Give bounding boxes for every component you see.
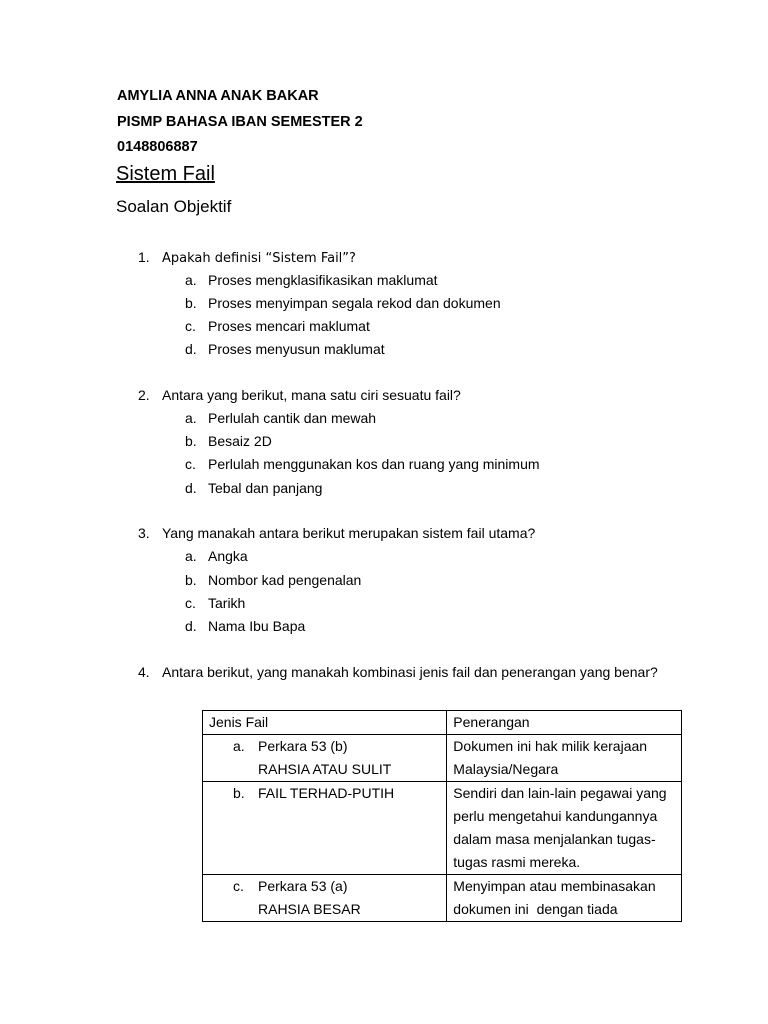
option-letter: b. bbox=[185, 295, 197, 311]
option-text: Proses mencari maklumat bbox=[208, 318, 370, 334]
table-cell-type bbox=[203, 782, 447, 875]
phone-number: 0148806887 bbox=[117, 139, 198, 155]
option-letter: c. bbox=[185, 318, 196, 334]
desc-line: dalam masa menjalankan tugas- bbox=[453, 831, 656, 847]
student-name: AMYLIA ANNA ANAK BAKAR bbox=[117, 88, 319, 104]
desc-line: Dokumen ini hak milik kerajaan bbox=[453, 738, 648, 754]
option-text: Tebal dan panjang bbox=[208, 480, 323, 496]
option-text: Perlulah menggunakan kos dan ruang yang minimum bbox=[208, 456, 540, 472]
type-line bbox=[209, 782, 440, 805]
type-subline: RAHSIA BESAR bbox=[258, 901, 361, 917]
option-3c bbox=[185, 594, 245, 612]
question-number: 1. bbox=[138, 249, 150, 265]
option-letter: a. bbox=[185, 410, 197, 426]
table-cell-desc bbox=[447, 875, 682, 922]
row-letter: c. bbox=[233, 878, 244, 894]
option-3a bbox=[185, 547, 248, 565]
table-cell-desc bbox=[447, 782, 682, 875]
type-name: FAIL TERHAD-PUTIH bbox=[258, 785, 395, 801]
type-subline: RAHSIA ATAU SULIT bbox=[258, 761, 392, 777]
option-text: Proses mengklasifikasikan maklumat bbox=[208, 272, 438, 288]
option-text: Perlulah cantik dan mewah bbox=[208, 410, 377, 426]
option-3d bbox=[185, 617, 305, 635]
row-letter: b. bbox=[233, 785, 245, 801]
option-2b bbox=[185, 432, 272, 450]
option-text: Proses menyusun maklumat bbox=[208, 341, 385, 357]
table-cell-desc bbox=[447, 735, 682, 782]
option-text: Besaiz 2D bbox=[208, 433, 272, 449]
desc-line: Malaysia/Negara bbox=[453, 761, 559, 777]
question-text: Apakah definisi “Sistem Fail”? bbox=[162, 251, 356, 266]
option-1b bbox=[185, 294, 501, 312]
option-text: Nama Ibu Bapa bbox=[208, 618, 306, 634]
type-line bbox=[209, 735, 440, 758]
option-2a bbox=[185, 409, 376, 427]
option-1a bbox=[185, 271, 438, 289]
option-text: Tarikh bbox=[208, 595, 246, 611]
option-text: Nombor kad pengenalan bbox=[208, 572, 362, 588]
desc-line: tugas rasmi mereka. bbox=[453, 854, 581, 870]
question-number: 3. bbox=[138, 525, 150, 541]
desc-line: Menyimpan atau membinasakan bbox=[453, 878, 656, 894]
desc-line: perlu mengetahui kandungannya bbox=[453, 808, 658, 824]
page-subtitle: Soalan Objektif bbox=[116, 197, 232, 216]
option-2c bbox=[185, 455, 540, 473]
table-row bbox=[203, 875, 682, 922]
option-text: Angka bbox=[208, 548, 248, 564]
question-2 bbox=[138, 386, 461, 404]
file-type-table bbox=[202, 710, 682, 922]
option-text: Proses menyimpan segala rekod dan dokumen bbox=[208, 295, 501, 311]
desc-line: Sendiri dan lain-lain pegawai yang bbox=[453, 785, 667, 801]
question-text: Yang manakah antara berikut merupakan sistem fail utama? bbox=[162, 525, 536, 541]
type-line bbox=[209, 875, 440, 898]
table-header-cell: Penerangan bbox=[447, 711, 682, 735]
option-1c bbox=[185, 317, 370, 335]
option-1d bbox=[185, 340, 385, 358]
option-letter: a. bbox=[185, 272, 197, 288]
question-text: Antara yang berikut, mana satu ciri sesuatu fail? bbox=[162, 387, 461, 403]
option-letter: c. bbox=[185, 595, 196, 611]
option-letter: b. bbox=[185, 433, 197, 449]
option-letter: d. bbox=[185, 618, 197, 634]
option-letter: d. bbox=[185, 480, 197, 496]
table-cell-type bbox=[203, 875, 447, 922]
table-row bbox=[203, 735, 682, 782]
question-number: 4. bbox=[138, 664, 150, 680]
desc-line: dokumen ini dengan tiada bbox=[453, 901, 618, 917]
table-header-cell: Jenis Fail bbox=[203, 711, 447, 735]
option-letter: a. bbox=[185, 548, 197, 564]
table-cell-type bbox=[203, 735, 447, 782]
question-text: Antara berikut, yang manakah kombinasi jenis fail dan penerangan yang benar? bbox=[162, 664, 658, 680]
question-4 bbox=[138, 663, 658, 681]
question-number: 2. bbox=[138, 387, 150, 403]
question-3 bbox=[138, 524, 535, 542]
option-2d bbox=[185, 479, 322, 497]
option-letter: d. bbox=[185, 341, 197, 357]
option-letter: b. bbox=[185, 572, 197, 588]
table-header-row bbox=[203, 711, 682, 735]
type-name: Perkara 53 (a) bbox=[258, 878, 348, 894]
table-row bbox=[203, 782, 682, 875]
page-title: Sistem Fail bbox=[116, 163, 215, 185]
type-name: Perkara 53 (b) bbox=[258, 738, 348, 754]
option-letter: c. bbox=[185, 456, 196, 472]
program-label: PISMP BAHASA IBAN SEMESTER 2 bbox=[117, 114, 363, 130]
question-1 bbox=[138, 248, 356, 268]
option-3b bbox=[185, 571, 361, 589]
row-letter: a. bbox=[233, 738, 245, 754]
